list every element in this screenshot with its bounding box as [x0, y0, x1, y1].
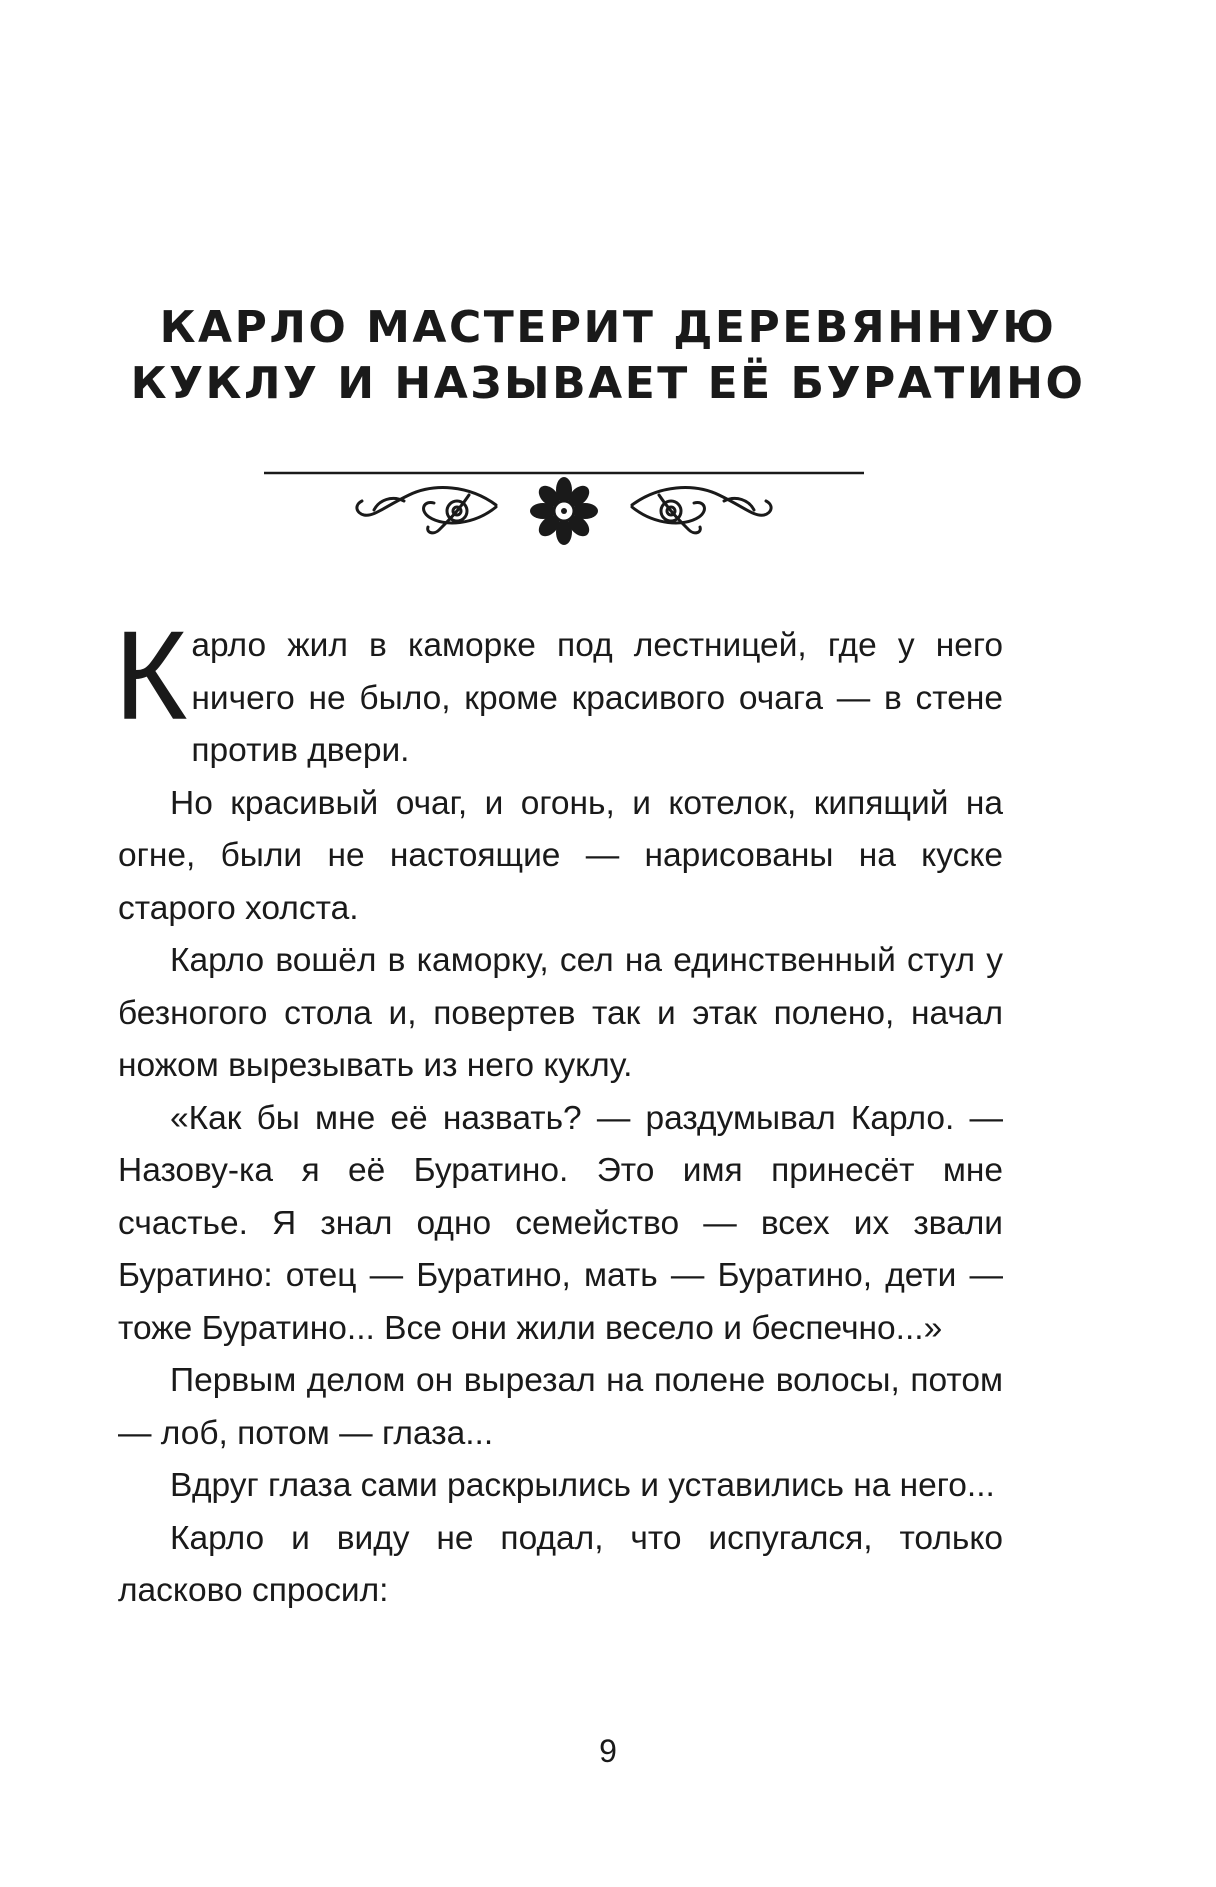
paragraph: Карло и виду не подал, что испугался, только ласково спросил: [118, 1519, 1003, 1609]
page-number: 9 [599, 1733, 617, 1769]
floral-divider-icon [264, 455, 864, 555]
chapter-title-line-1: КАРЛО МАСТЕРИТ ДЕРЕВЯННУЮ [159, 302, 1057, 353]
paragraph: Карло вошёл в каморку, сел на единственный стул у безногого стола и, повертев так и этак полено, начал ножом вырезывать из него куклу. [118, 942, 1003, 1084]
paragraph-text: арло жил в каморке под лестницей, где у него ничего не было, кроме красивого очага — в стене против двери. [191, 627, 1003, 769]
body-text [114, 605, 1003, 1618]
chapter-title-line-2: КУКЛУ И НАЗЫВАЕТ ЕЁ БУРАТИНО [130, 358, 1086, 409]
paragraph: Вдруг глаза сами раскрылись и уставились на него... [170, 1467, 995, 1504]
chapter-title [0, 300, 1216, 412]
paragraph: Но красивый очаг, и огонь, и котелок, кипящий на огне, были не настоящие — нарисованы на куске старого холста. [118, 784, 1003, 927]
paragraph [114, 605, 1003, 778]
paragraph: «Как бы мне её назвать? — раздумывал Карло. — Назову-ка я её Буратино. Это имя принесёт мне счастье. Я знал одно семейство — всех их звали Буратино: отец — Буратино, мать — Буратино, дети — тоже Буратино... Все они жили весело и беспечно...» [118, 1099, 1003, 1347]
paragraph: Первым делом он вырезал на полене волосы, потом — лоб, потом — глаза... [118, 1362, 1003, 1452]
drop-cap: К [114, 605, 188, 746]
